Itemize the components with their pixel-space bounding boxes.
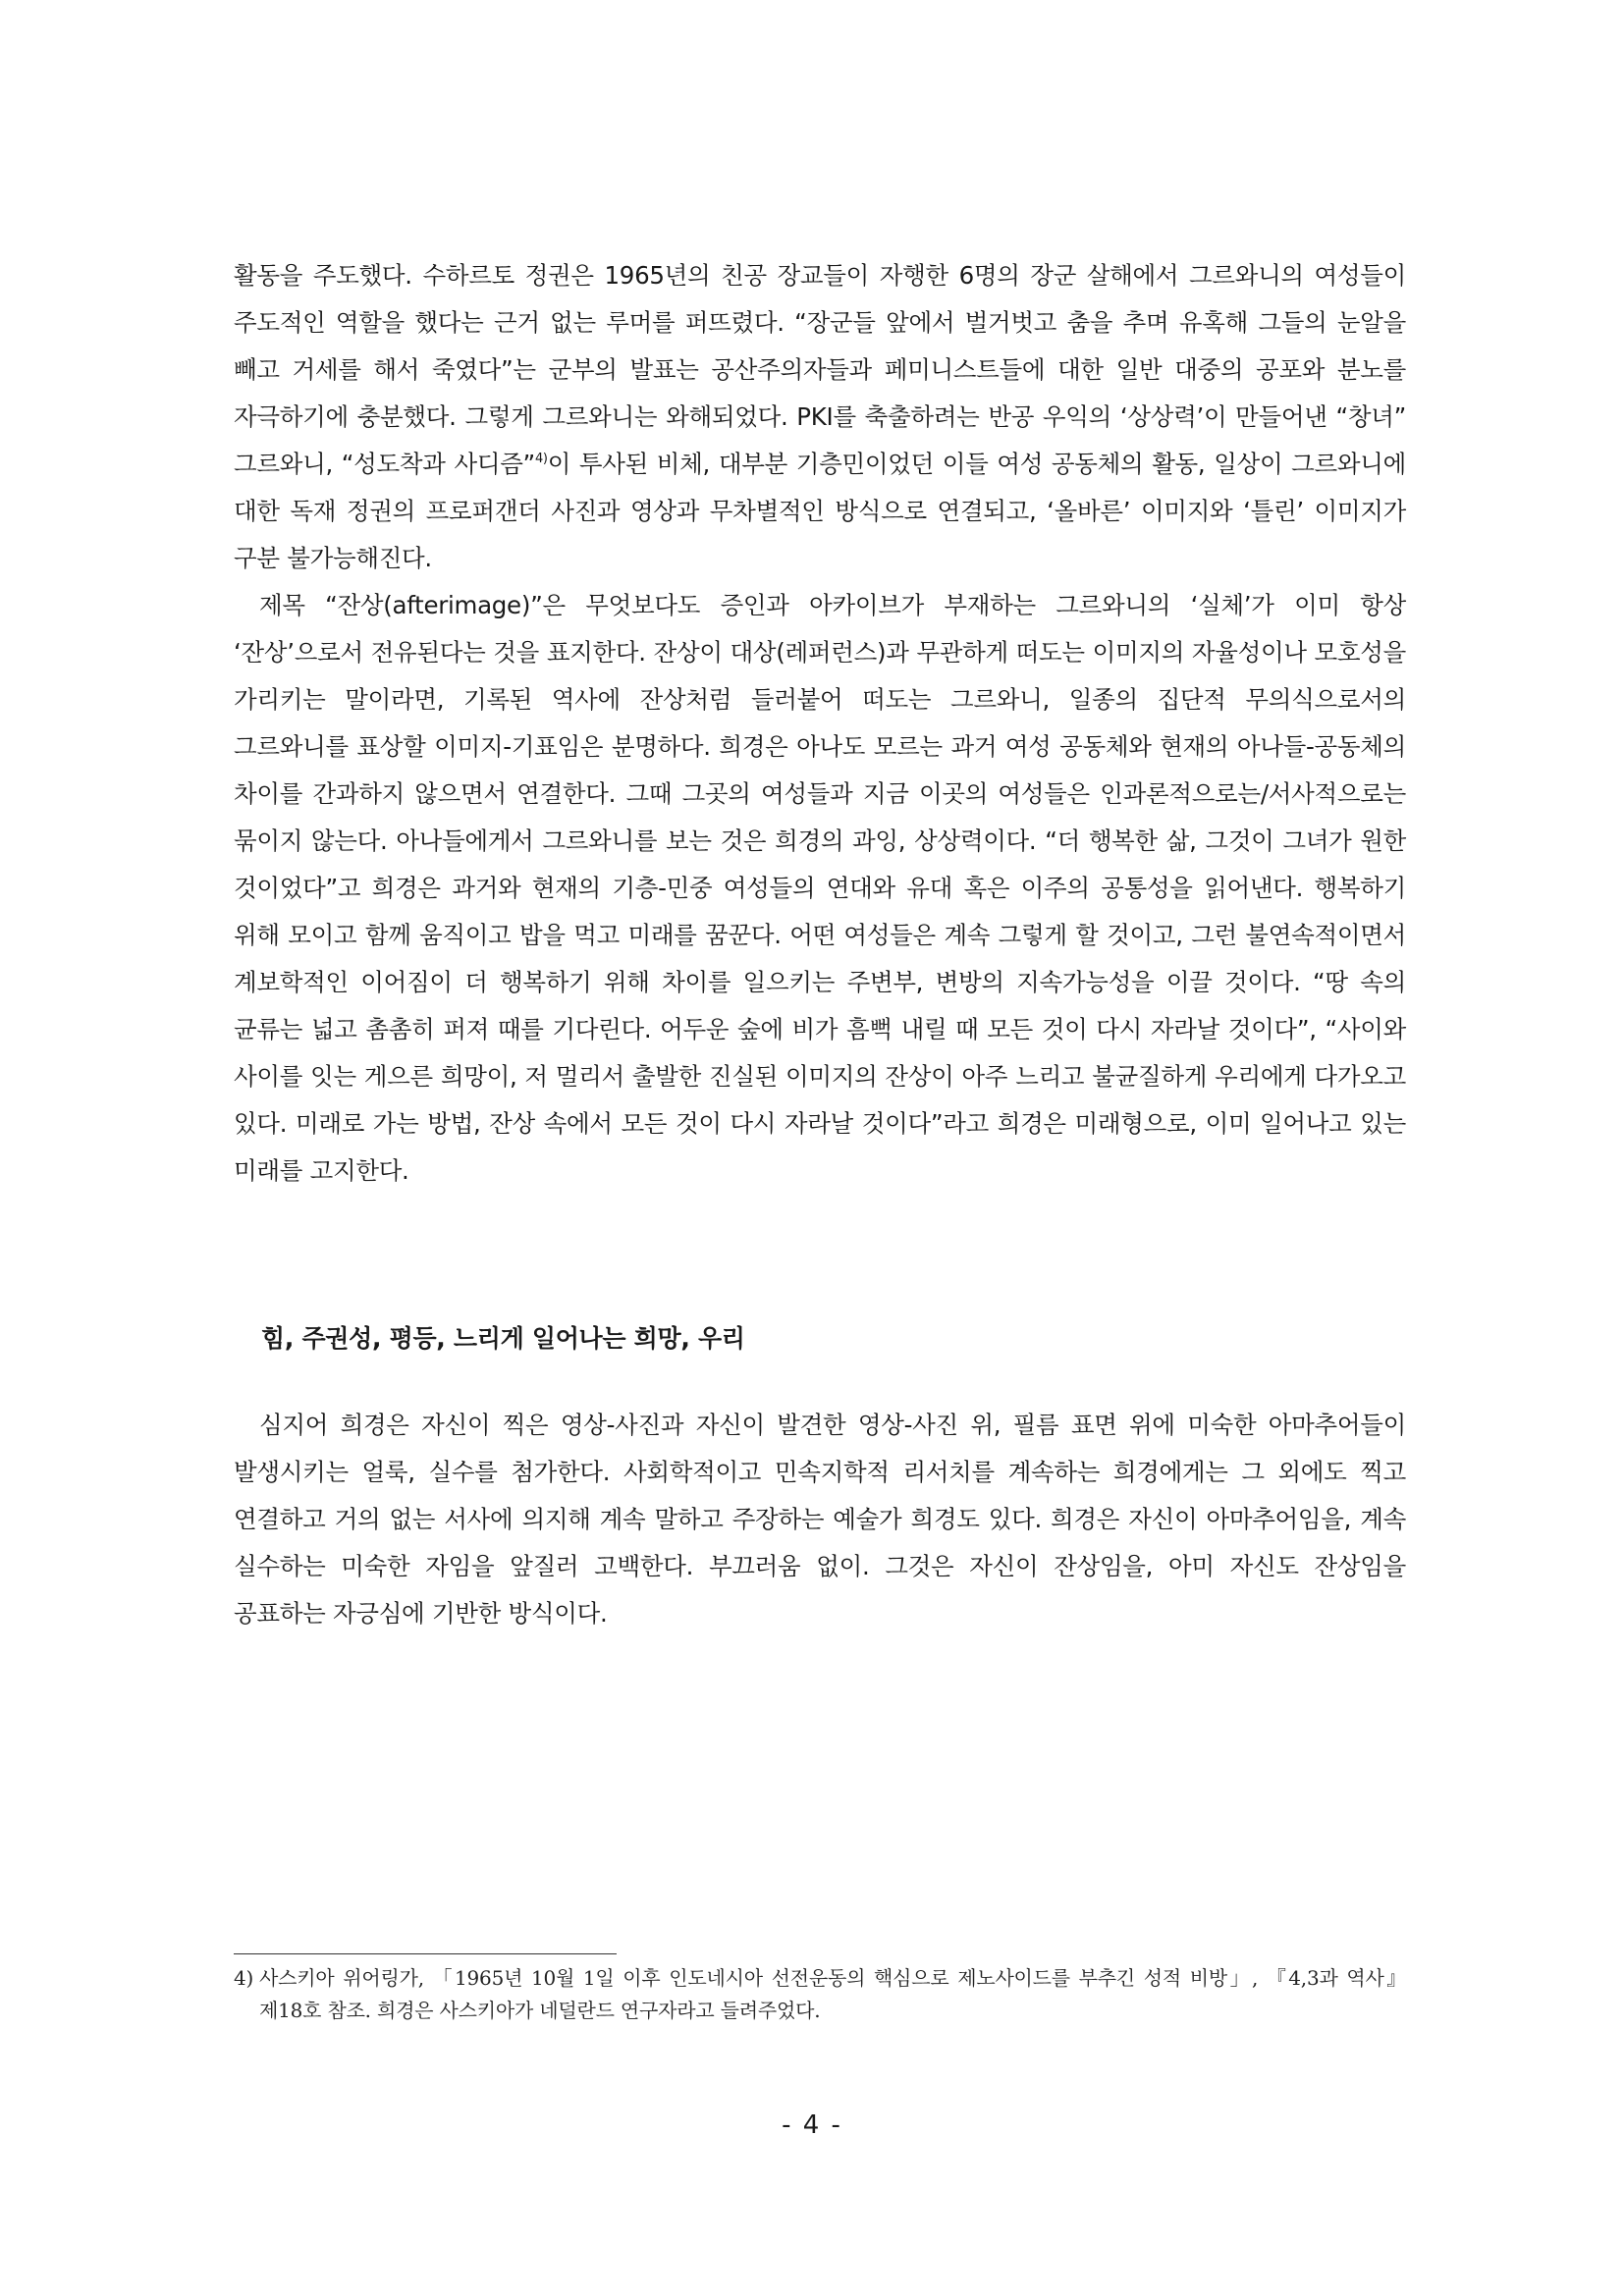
paragraph-2: 제목 “잔상(afterimage)”은 무엇보다도 증인과 아카이브가 부재하는 그르와니의 ‘실체’가 이미 항상 ‘잔상’으로서 전유된다는 것을 표지한다. 잔상이 대상(레퍼런스)과 무관하게 떠도는 이미지의 자율성이나 모호성을 가리키는 말이라면, 기록된 역사에 잔상처럼 들러붙어 떠도는 그르와니, 일종의 집단적 무의식으로서의 그르와니를 표상할 이미지-기표임은 분명하다. 희경은 아나도 모르는 과거 여성 공동체와 현재의 아나들-공동체의 차이를 간과하지 않으면서 연결한다. 그때 그곳의 여성들과 지금 이곳의 여성들은 인과론적으로는/서사적으로는 묶이지 않는다. 아나들에게서 그르와니를 보는 것은 희경의 과잉, 상상력이다. “더 행복한 삶, 그것이 그녀가 원한 것이었다”고 희경은 과거와 현재의 기층-민중 여성들의 연대와 유대 혹은 이주의 공통성을 읽어낸다. 행복하기 위해 모이고 함께 움직이고 밥을 먹고 미래를 꿈꾼다. 어떤 여성들은 계속 그렇게 할 것이고, 그런 불연속적이면서 계보학적인 이어짐이 더 행복하기 위해 차이를 일으키는 주변부, 변방의 지속가능성을 이끌 것이다. “땅 속의 균류는 넓고 촘촘히 퍼져 때를 기다린다. 어두운 숲에 비가 흠뻑 내릴 때 모든 것이 다시 자라날 것이다”, “사이와 사이를 잇는 게으른 희망이, 저 멀리서 출발한 진실된 이미지의 잔상이 아주 느리고 불균질하게 우리에게 다가오고 있다. 미래로 가는 방법, 잔상 속에서 모든 것이 다시 자라날 것이다”라고 희경은 미래형으로, 이미 일어나고 있는 미래를 고지한다. [234, 591, 1406, 1185]
footnote-reference-4[interactable]: 4) [534, 452, 548, 466]
footnote-divider [234, 1953, 617, 1954]
page-number: - 4 - [782, 2110, 842, 2140]
paragraph-1-tail: 이 투사된 비체, 대부분 기층민이었던 이들 여성 공동체의 활동, 일상이 그르와니에 대한 독재 정권의 프로퍼갠더 사진과 영상과 무차별적인 방식으로 연결되고, ‘올바른’ 이미지와 ‘틀린’ 이미지가 구분 불가능해진다. [234, 450, 1406, 572]
footnote-text: 사스키아 위어링가, 「1965년 10월 1일 이후 인도네시아 선전운동의 핵심으로 제노사이드를 부추긴 성적 비방」, 『4,3과 역사』 제18호 참조. 희경은 사스키아가 네덜란드 연구자라고 들려주었다. [259, 1966, 1406, 2022]
footnote-4 [234, 1962, 1406, 2027]
body-section-2 [234, 1402, 1406, 1637]
footnote-number: 4) [234, 1966, 254, 1990]
paragraph-1-text: 활동을 주도했다. 수하르토 정권은 1965년의 친공 장교들이 자행한 6명의 장군 살해에서 그르와니의 여성들이 주도적인 역할을 했다는 근거 없는 루머를 퍼뜨렸다. “장군들 앞에서 벌거벗고 춤을 추며 유혹해 그들의 눈알을 빼고 거세를 해서 죽였다”는 군부의 발표는 공산주의자들과 페미니스트들에 대한 일반 대중의 공포와 분노를 자극하기에 충분했다. 그렇게 그르와니는 와해되었다. PKI를 축출하려는 반공 우익의 ‘상상력’이 만들어낸 “창녀” 그르와니, “성도착과 사디즘” [234, 261, 1406, 478]
paragraph-3: 심지어 희경은 자신이 찍은 영상-사진과 자신이 발견한 영상-사진 위, 필름 표면 위에 미숙한 아마추어들이 발생시키는 얼룩, 실수를 첨가한다. 사회학적이고 민속지학적 리서치를 계속하는 희경에게는 그 외에도 찍고 연결하고 거의 없는 서사에 의지해 계속 말하고 주장하는 예술가 희경도 있다. 희경은 자신이 아마추어임을, 계속 실수하는 미숙한 자임을 앞질러 고백한다. 부끄러움 없이. 그것은 자신이 잔상임을, 아미 자신도 잔상임을 공표하는 자긍심에 기반한 방식이다. [234, 1411, 1406, 1628]
body-section-1 [234, 252, 1406, 1195]
paragraph-1 [234, 252, 1406, 582]
section-heading: 힘, 주권성, 평등, 느리게 일어나는 희망, 우리 [261, 1324, 745, 1353]
